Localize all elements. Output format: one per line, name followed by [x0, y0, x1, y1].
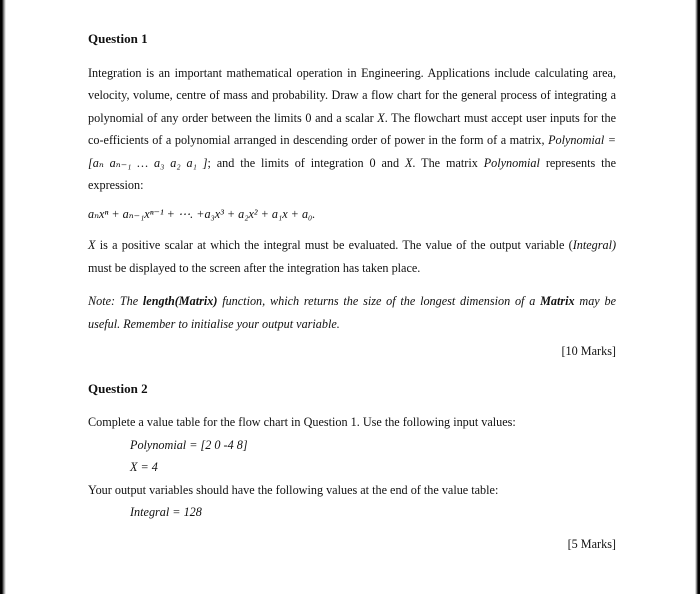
polynomial-definition: Polynomial = [aₙ aₙ₋₁ … a₃ a₂ a₁ ] [88, 133, 617, 170]
polynomial-expression: aₙxⁿ + aₙ₋₁xⁿ⁻¹ + ⋯. +a₃x³ + a₂x² + a₁x + a₀. [88, 206, 316, 221]
q1-text-part: represents the expression: [88, 155, 617, 192]
question-2-heading: Question 2 [88, 380, 148, 396]
note-text: function, which returns the size of the longest dimension of a [222, 294, 536, 308]
question-2-output-intro: Your output variables should have the following values at the end of the value table: [88, 482, 499, 497]
q1-text-part: . The flowchart must accept user inputs for the co-efficients of a polynomial arranged in descending order of power in the form of a matrix, [88, 110, 616, 147]
q1-text-part: . The matrix [412, 155, 478, 170]
question-1-heading: Question 1 [88, 31, 148, 46]
question-1-paragraph-2 [88, 234, 616, 279]
right-screen-edge [695, 0, 700, 594]
output-integral: Integral = 128 [130, 505, 202, 519]
note-text: Note: The [88, 294, 139, 308]
q1-text-part: is a positive scalar at which the integral must be evaluated. The value of the output variable ( [99, 238, 573, 252]
question-1-section [88, 28, 616, 363]
q1-text-part: ; and the limits of integration 0 and [207, 155, 400, 170]
question-2-section [88, 378, 616, 556]
q1-text-part: must be displayed to the screen after the integration has taken place. [88, 260, 421, 275]
var-x: X [377, 110, 385, 125]
input-x: X = 4 [130, 460, 158, 474]
question-2-marks: [5 Marks] [567, 536, 616, 551]
var-x: X [88, 238, 96, 252]
question-1-note [88, 290, 616, 335]
note-text: may be useful. Remember to initialise your output variable. [88, 294, 616, 331]
question-1-marks: [10 Marks] [561, 344, 616, 358]
question-2-intro: Complete a value table for the flow chart in Question 1. Use the following input values: [88, 415, 516, 429]
note-matrix-word: Matrix [540, 294, 575, 308]
polynomial-word: Polynomial [483, 155, 540, 170]
q1-text-part: Integration is an important mathematical operation in Engineering. Applications include calculating area, velocity, volume, centre of mass and probability. Draw a flow chart for the general process of integrating a polynomial of any order between the limits 0 and a scalar [88, 65, 616, 125]
var-x: X [404, 155, 413, 170]
note-length-function: length(Matrix) [142, 294, 218, 308]
left-screen-edge [0, 0, 6, 594]
integral-word: Integral) [572, 238, 617, 252]
input-polynomial: Polynomial = [2 0 -4 8] [130, 437, 248, 452]
question-1-paragraph [88, 62, 616, 197]
document-page [88, 28, 616, 555]
